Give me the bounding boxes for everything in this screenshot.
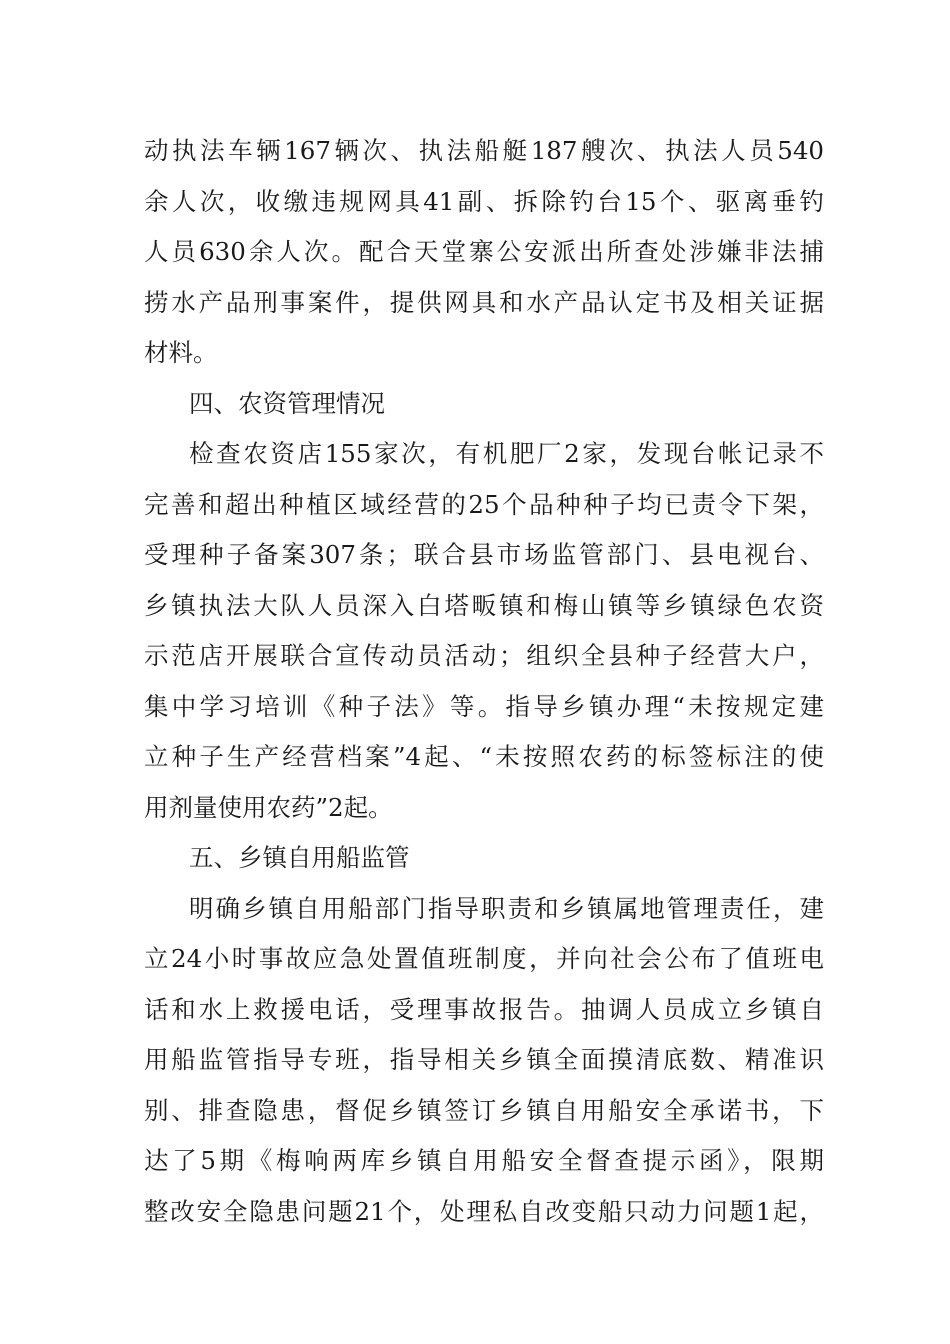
- text-line: 受理种子备案307条；联合县市场监管部门、县电视台、: [144, 540, 824, 569]
- text-line: 集中学习培训《种子法》等。指导乡镇办理“未按规定建: [144, 691, 824, 721]
- text-line: 用船监管指导专班，指导相关乡镇全面摸清底数、精准识: [144, 1045, 824, 1074]
- text-line: 立24小时事故应急处置值班制度，并向社会公布了值班电: [144, 944, 824, 973]
- body-text: [144, 126, 824, 1237]
- text-line: 用剂量使用农药”2起。: [144, 792, 393, 822]
- text-line: 乡镇执法大队人员深入白塔畈镇和梅山镇等乡镇绿色农资: [144, 590, 824, 620]
- text-line: 余人次，收缴违规网具41副、拆除钓台15个、驱离垂钓: [144, 186, 824, 216]
- text-line: 别、排查隐患，督促乡镇签订乡镇自用船安全承诺书，下: [144, 1095, 824, 1125]
- text-line: 捞水产品刑事案件，提供网具和水产品认定书及相关证据: [144, 287, 824, 317]
- text-line: 立种子生产经营档案”4起、“未按照农药的标签标注的使: [144, 742, 824, 771]
- text-line: 示范店开展联合宣传动员活动；组织全县种子经营大户，: [144, 641, 824, 670]
- text-line: 达了5期《梅响两库乡镇自用船安全督查提示函》，限期: [144, 1146, 824, 1175]
- text-line: 话和水上救援电话，受理事故报告。抽调人员成立乡镇自: [144, 994, 824, 1024]
- text-line: 完善和超出种植区域经营的25个品种种子均已责令下架，: [144, 489, 824, 519]
- text-line: 人员630余人次。配合天堂寨公安派出所查处涉嫌非法捕: [144, 237, 824, 266]
- text-line: 材料。: [144, 338, 218, 367]
- text-line: 四、农资管理情况: [189, 388, 385, 418]
- text-line: 五、乡镇自用船监管: [189, 843, 410, 872]
- text-line: 动执法车辆167辆次、执法船艇187艘次、执法人员540: [144, 136, 824, 165]
- text-line: 检查农资店155家次，有机肥厂2家，发现台帐记录不: [189, 439, 824, 468]
- text-line: 整改安全隐患问题21个，处理私自改变船只动力问题1起，: [144, 1196, 824, 1226]
- text-line: 明确乡镇自用船部门指导职责和乡镇属地管理责任，建: [189, 893, 824, 923]
